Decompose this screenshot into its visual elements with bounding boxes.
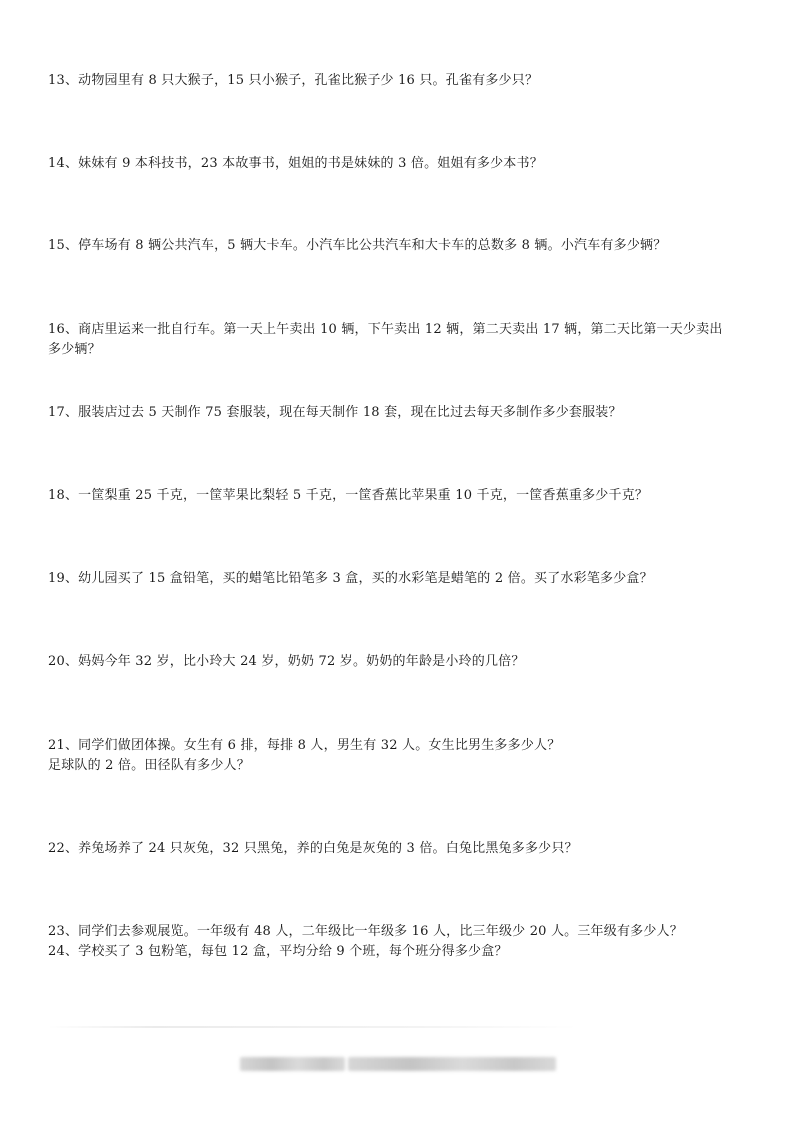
question-16: 16、商店里运来一批自行车。第一天上午卖出 10 辆，下午卖出 12 辆，第二天卖出 17 辆，第二天比第一天少卖出 [48, 322, 723, 337]
question-16-continued: 多少辆？ [48, 342, 101, 357]
question-24: 24、学校买了 3 包粉笔，每包 12 盒，平均分给 9 个班，每个班分得多少盒？ [48, 944, 508, 959]
question-15: 15、停车场有 8 辆公共汽车，5 辆大卡车。小汽车比公共汽车和大卡车的总数多 8 辆。小汽车有多少辆？ [48, 238, 667, 253]
blurred-watermark-right [348, 1057, 556, 1071]
blurred-watermark-left [240, 1057, 345, 1071]
question-19: 19、幼儿园买了 15 盒铅笔，买的蜡笔比铅笔多 3 盒，买的水彩笔是蜡笔的 2 倍。买了水彩笔多少盒？ [48, 571, 653, 586]
question-20: 20、妈妈今年 32 岁，比小玲大 24 岁，奶奶 72 岁。奶奶的年龄是小玲的几倍？ [48, 654, 525, 669]
question-22: 22、养兔场养了 24 只灰兔，32 只黑兔，养的白兔是灰兔的 3 倍。白兔比黑兔多多少只？ [48, 841, 578, 856]
question-23: 23、同学们去参观展览。一年级有 48 人，二年级比一年级多 16 人，比三年级少 20 人。三年级有多少人？ [48, 924, 683, 939]
question-13: 13、动物园里有 8 只大猴子，15 只小猴子，孔雀比猴子少 16 只。孔雀有多少只？ [48, 73, 539, 88]
question-14: 14、妹妹有 9 本科技书，23 本故事书，姐姐的书是妹妹的 3 倍。姐姐有多少本书？ [48, 156, 543, 171]
faded-divider [48, 1026, 578, 1028]
question-21-continued: 足球队的 2 倍。田径队有多少人？ [48, 758, 250, 773]
question-21: 21、同学们做团体操。女生有 6 排，每排 8 人，男生有 32 人。女生比男生多多少人？ [48, 738, 561, 753]
question-17: 17、服装店过去 5 天制作 75 套服装，现在每天制作 18 套，现在比过去每天多制作多少套服装？ [48, 405, 622, 420]
question-18: 18、一筐梨重 25 千克，一筐苹果比梨轻 5 千克，一筐香蕉比苹果重 10 千克，一筐香蕉重多少千克？ [48, 488, 649, 503]
